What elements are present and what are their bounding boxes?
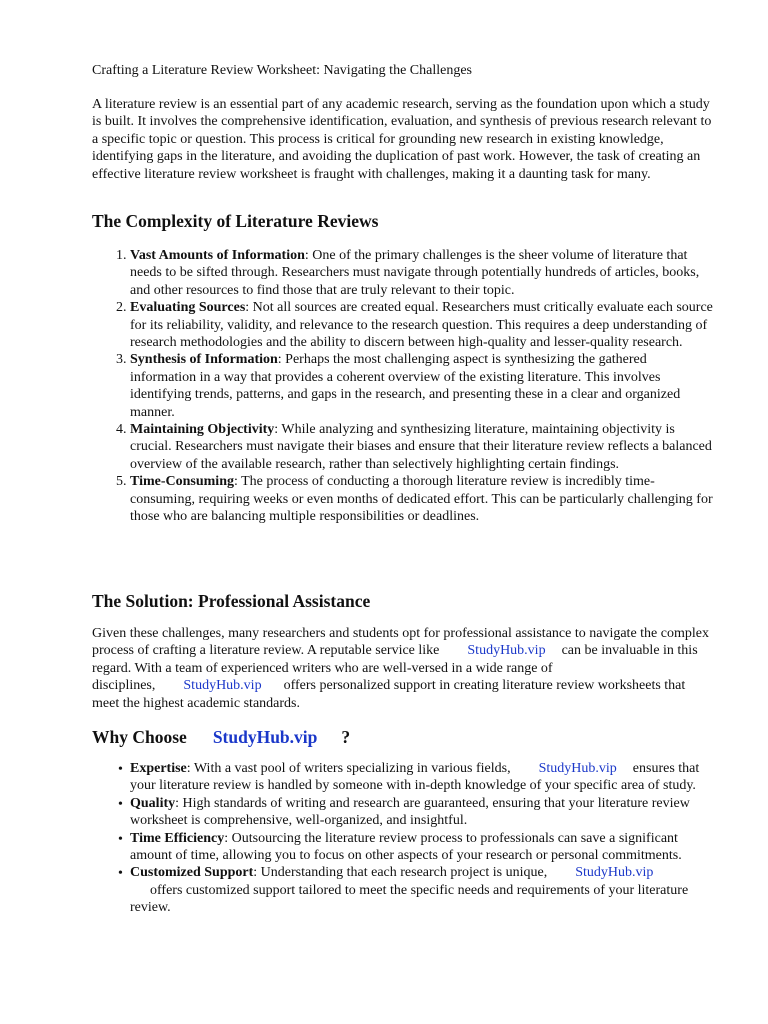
- item-text: : While analyzing and synthesizing literature, maintaining objectivity is crucial. Researchers must navigate their biases and ensure that their literature review reflects a balanced overview of the available research, rather than selectively highlighting certain findings.: [130, 422, 712, 472]
- studyhub-link-3[interactable]: StudyHub.vip: [538, 761, 617, 776]
- bullet-icon: •: [118, 866, 123, 882]
- document-title: Crafting a Literature Review Worksheet: Navigating the Challenges: [92, 63, 472, 78]
- solution-text-3: offers personalized support in creating literature review worksheets that meet the highest academic standards.: [92, 678, 686, 711]
- solution-heading: The Solution: Professional Assistance: [92, 591, 371, 611]
- bullet-icon: •: [118, 796, 123, 812]
- item-text: : Perhaps the most challenging aspect is synthesizing the gathered information in a way that provides a coherent overview of the existing literature. This involves identifying trends, patterns, and gaps in the research, and presenting these in a clear and organized manner.: [130, 352, 681, 420]
- why-heading: [92, 726, 350, 748]
- list-item: [118, 760, 714, 795]
- list-item: [130, 351, 714, 421]
- why-heading-prefix: Why Choose: [92, 727, 187, 747]
- studyhub-link-2[interactable]: StudyHub.vip: [183, 678, 262, 694]
- reasons-list: [92, 760, 714, 917]
- item-term: Expertise: [130, 761, 187, 776]
- item-text-2: offers customized support tailored to meet the specific needs and requirements of your literature review.: [130, 882, 689, 916]
- solution-text-1: Given these challenges, many researchers and students opt for professional assistance to navigate the complex process of crafting a literature review. A reputable service like: [92, 626, 709, 659]
- item-text: : High standards of writing and research are guaranteed, ensuring that your literature review worksheet is comprehensive, well-organized, and insightful.: [130, 795, 690, 829]
- item-text: : Outsourcing the literature review process to professionals can save a significant amount of time, allowing you to focus on other aspects of your research or personal commitments.: [130, 830, 682, 864]
- item-term: Vast Amounts of Information: [130, 248, 305, 263]
- item-term: Customized Support: [130, 865, 254, 881]
- solution-paragraph: [92, 625, 714, 712]
- item-text: : With a vast pool of writers specializing in various fields,: [186, 761, 511, 776]
- item-text: : One of the primary challenges is the sheer volume of literature that needs to be sifted through. Researchers must navigate through potentially hundreds of articles, books, and other resources to find those that are truly relevant to their topic.: [130, 248, 700, 298]
- item-term: Evaluating Sources: [130, 300, 246, 316]
- list-item: [118, 830, 714, 865]
- list-item: [130, 299, 714, 351]
- item-text: : Not all sources are created equal. Researchers must critically evaluate each source for its reliability, validity, and relevance to the research question. This requires a deep understanding of research methodologies and the ability to discern between high-quality and lesser-quality research.: [130, 300, 713, 351]
- studyhub-link-1[interactable]: StudyHub.vip: [467, 643, 546, 659]
- item-term: Time-Consuming: [130, 474, 234, 490]
- list-item: [130, 247, 714, 299]
- solution-text-2: can be invaluable in this regard. With a team of experienced writers who are well-versed in a wide range of disciplines,: [92, 643, 698, 694]
- list-item: [118, 795, 714, 830]
- studyhub-link-4[interactable]: StudyHub.vip: [575, 865, 654, 881]
- item-term: Quality: [130, 795, 176, 811]
- bullet-icon: •: [118, 762, 123, 777]
- item-term: Synthesis of Information: [130, 352, 278, 368]
- item-text: : The process of conducting a thorough literature review is incredibly time-consuming, requiring weeks or even months of dedicated effort. This can be particularly challenging for those who are balancing multiple responsibilities or deadlines.: [130, 474, 713, 525]
- list-item: [118, 864, 714, 916]
- studyhub-heading-link[interactable]: StudyHub.vip: [212, 727, 318, 747]
- item-term: Maintaining Objectivity: [130, 422, 275, 438]
- bullet-icon: •: [118, 831, 123, 847]
- list-item: [130, 421, 714, 473]
- why-heading-suffix: ?: [341, 727, 351, 747]
- complexity-heading: The Complexity of Literature Reviews: [92, 211, 379, 231]
- item-term: Time Efficiency: [130, 830, 225, 846]
- item-text: : Understanding that each research project is unique,: [253, 865, 548, 881]
- item-text-2: ensures that your literature review is handled by someone with in-depth knowledge of your specific area of study.: [130, 761, 700, 794]
- intro-paragraph: A literature review is an essential part of any academic research, serving as the foundation upon which a study is built. It involves the comprehensive identification, evaluation, and synthesis of previous research relevant to a specific topic or question. This process is critical for grounding new research in existing knowledge, identifying gaps in the literature, and avoiding the duplication of past work. However, the task of creating an effective literature review worksheet is fraught with challenges, making it a daunting task for many.: [92, 97, 712, 182]
- list-item: [130, 473, 714, 525]
- challenges-list: [92, 247, 714, 526]
